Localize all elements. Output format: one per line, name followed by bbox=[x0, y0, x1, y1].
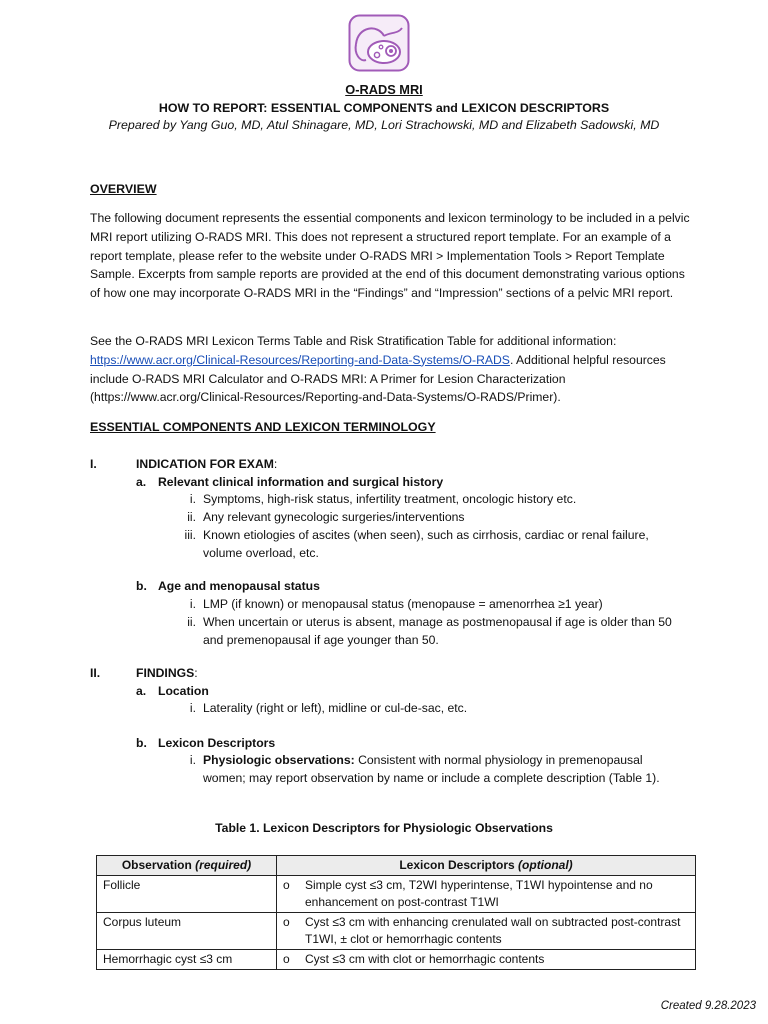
document-subtitle: HOW TO REPORT: ESSENTIAL COMPONENTS and LEXICON DESCRIPTORS bbox=[158, 101, 610, 115]
section-2b-title: Lexicon Descriptors bbox=[158, 736, 276, 750]
resources-text-post: . Additional helpful resources include O-RADS MRI Calculator and O-RADS MRI: A Primer for Lesion Characterization (https://www.acr.org/Clinical-Resources/Reporting-and-Data-Systems/O-RADS/Primer). bbox=[90, 352, 666, 405]
physiologic-observations-text: Consistent with normal physiology in premenopausal women; may report observation by name or include a complete description (Table 1). bbox=[203, 753, 660, 785]
list-item: LMP (if known) or menopausal status (menopause = amenorrhea ≥1 year) bbox=[203, 597, 603, 611]
lexicon-table bbox=[96, 855, 696, 970]
list-item: Known etiologies of ascites (when seen), such as cirrhosis, cardiac or renal failure, volume overload, etc. bbox=[203, 528, 649, 560]
oRADS-link[interactable]: https://www.acr.org/Clinical-Resources/Reporting-and-Data-Systems/O-RADS bbox=[90, 352, 510, 367]
section-1-colon: : bbox=[273, 457, 278, 471]
descriptor-text: Cyst ≤3 cm with clot or hemorrhagic contents bbox=[305, 952, 545, 966]
document-title: O-RADS MRI bbox=[345, 82, 423, 97]
table-row bbox=[97, 876, 696, 913]
section-1-title-text: INDICATION FOR EXAM bbox=[136, 457, 274, 471]
descriptor-text: Simple cyst ≤3 cm, T2WI hyperintense, T1WI hypointense and no enhancement on post-contrast T1WI bbox=[305, 878, 653, 909]
section-1a-title: Relevant clinical information and surgical history bbox=[158, 475, 444, 489]
table-cell-observation: Corpus luteum bbox=[97, 913, 277, 950]
created-date: Created 9.28.2023 bbox=[660, 1000, 756, 1012]
section-2-title bbox=[136, 665, 198, 683]
table-cell-descriptor bbox=[277, 876, 696, 913]
section-2-num: II. bbox=[90, 666, 101, 680]
list-item: Symptoms, high-risk status, infertility treatment, oncologic history etc. bbox=[203, 492, 577, 506]
ovary-logo-icon bbox=[348, 14, 410, 72]
table-header-row bbox=[97, 856, 696, 876]
resources-text-pre: See the O-RADS MRI Lexicon Terms Table and Risk Stratification Table for additional information: bbox=[90, 334, 617, 348]
list-item-num: i. bbox=[189, 597, 196, 611]
list-item: When uncertain or uterus is absent, manage as postmenopausal if age is older than 50 and premenopausal if age younger than 50. bbox=[203, 615, 672, 647]
header-lexicon-text: Lexicon Descriptors bbox=[399, 858, 519, 872]
list-item-num: i. bbox=[189, 492, 196, 506]
overview-heading: OVERVIEW bbox=[90, 182, 157, 196]
section-1a-num: a. bbox=[136, 475, 147, 489]
list-item: Laterality (right or left), midline or cul-de-sac, etc. bbox=[203, 701, 468, 715]
section-1b-title: Age and menopausal status bbox=[158, 579, 320, 593]
column-header-lexicon bbox=[277, 856, 696, 876]
physiologic-observations-label: Physiologic observations: bbox=[203, 753, 355, 767]
section-2a-title: Location bbox=[158, 684, 209, 698]
section-1-num: I. bbox=[90, 457, 97, 471]
section-2-title-text: FINDINGS bbox=[136, 666, 195, 680]
section-2-colon: : bbox=[194, 666, 198, 680]
section-2b-num: b. bbox=[136, 736, 147, 750]
bullet-icon: o bbox=[283, 915, 290, 929]
section-1-title bbox=[136, 456, 277, 474]
list-item-num: ii. bbox=[187, 510, 196, 524]
header-lexicon-em: (optional) bbox=[518, 858, 573, 872]
section-1-number bbox=[90, 456, 97, 474]
list-item-num: i. bbox=[189, 701, 196, 715]
table-row bbox=[97, 950, 696, 970]
table-cell-descriptor bbox=[277, 950, 696, 970]
resources-paragraph bbox=[90, 332, 690, 407]
list-item-num: i. bbox=[189, 753, 196, 767]
essential-components-heading: ESSENTIAL COMPONENTS AND LEXICON TERMINOLOGY bbox=[90, 420, 436, 434]
descriptor-text: Cyst ≤3 cm with enhancing crenulated wall on subtracted post-contrast T1WI, ± clot or hemorrhagic contents bbox=[305, 915, 681, 946]
bullet-icon: o bbox=[283, 952, 290, 966]
header-observation-text: Observation bbox=[121, 858, 196, 872]
bullet-icon: o bbox=[283, 878, 290, 892]
table-cell-descriptor bbox=[277, 913, 696, 950]
table-cell-observation: Follicle bbox=[97, 876, 277, 913]
table-title: Table 1. Lexicon Descriptors for Physiologic Observations bbox=[215, 821, 553, 835]
section-1b-num: b. bbox=[136, 579, 147, 593]
section-2a-num: a. bbox=[136, 684, 147, 698]
list-item: Any relevant gynecologic surgeries/interventions bbox=[203, 510, 465, 524]
list-item-num: ii. bbox=[187, 615, 196, 629]
table-row bbox=[97, 913, 696, 950]
table-cell-observation: Hemorrhagic cyst ≤3 cm bbox=[97, 950, 277, 970]
column-header-observation bbox=[97, 856, 277, 876]
list-item bbox=[203, 752, 673, 787]
overview-paragraph: The following document represents the essential components and lexicon terminology to be included in a pelvic MRI report utilizing O-RADS MRI. This does not represent a structured report template. For an example of a report template, please refer to the website under O-RADS MRI > Implementation Tools > Report Template Sample. Excerpts from sample reports are provided at the end of this document demonstrating various options of how one may incorporate O-RADS MRI in the “Findings” and “Impression” sections of a pelvic MRI report. bbox=[90, 211, 690, 301]
document-authors: Prepared by Yang Guo, MD, Atul Shinagare, MD, Lori Strachowski, MD and Elizabeth Sadowski, MD bbox=[108, 118, 660, 132]
header-observation-em: (required) bbox=[195, 858, 252, 872]
list-item-num: iii. bbox=[184, 528, 196, 542]
